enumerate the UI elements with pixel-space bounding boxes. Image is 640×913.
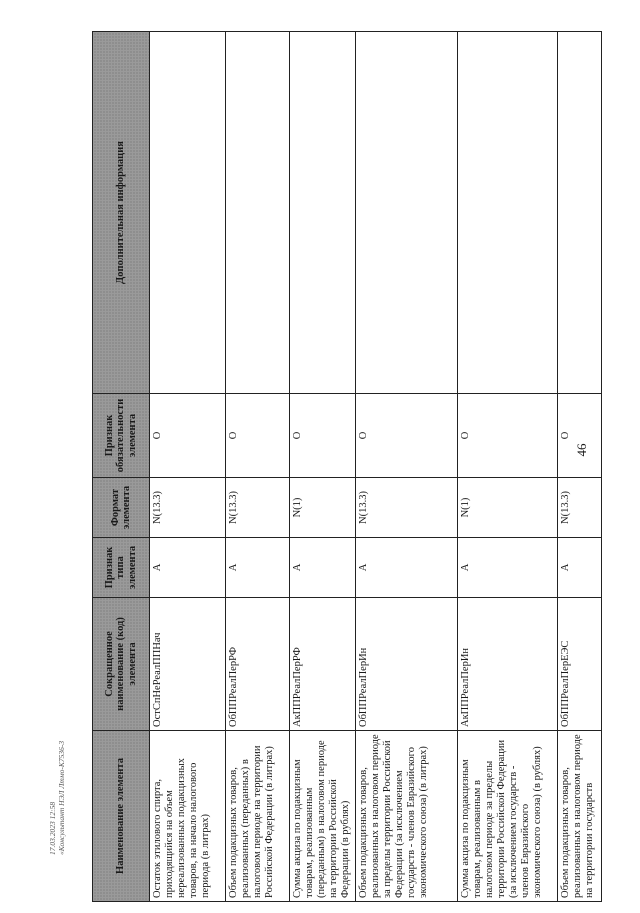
cell-format: N(13.3) <box>356 478 458 538</box>
elements-table <box>92 31 602 902</box>
header-element-format: Формат элемента <box>93 478 150 538</box>
cell-info <box>290 32 356 394</box>
table-row <box>150 32 226 902</box>
cell-required: О <box>150 394 226 478</box>
cell-info <box>458 32 558 394</box>
table-header-row <box>93 32 150 902</box>
cell-format: N(13.3) <box>226 478 290 538</box>
cell-name: Сумма акциза по подакцизным товарам, реализованным в налоговом периоде за пределы территории Российской Федерации (за исключением государств - членов Евразийского экономического союза) (в рублях) <box>458 731 558 902</box>
cell-code: ОстСпНеРеалППНач <box>150 598 226 731</box>
stamp-line-1: 17.03.2023 12:58 <box>48 801 57 855</box>
cell-name: Остаток этилового спирта, приходящийся на объем нереализованных подакцизных товаров, на начало налогового периода (в литрах) <box>150 731 226 902</box>
cell-format: N(13.3) <box>558 478 602 538</box>
table-row <box>558 32 602 902</box>
print-stamp <box>48 675 66 855</box>
cell-format: N(1) <box>458 478 558 538</box>
cell-format: N(13.3) <box>150 478 226 538</box>
cell-type: А <box>290 538 356 598</box>
cell-name: Объем подакцизных товаров, реализованных в налоговом периоде за пределы территории Российской Федерации (за исключением государств - членов Евразийского экономического союза) (в литрах) <box>356 731 458 902</box>
cell-info <box>356 32 458 394</box>
cell-name: Сумма акциза по подакцизным товарам, реализованным (переданным) в налоговом периоде на территории Российской Федерации (в рублях) <box>290 731 356 902</box>
cell-type: А <box>226 538 290 598</box>
cell-type: А <box>150 538 226 598</box>
header-additional-info: Дополнительная информация <box>93 32 150 394</box>
cell-required: О <box>458 394 558 478</box>
page-number: 46 <box>574 443 589 457</box>
table-row <box>356 32 458 902</box>
header-element-type: Признак типа элемента <box>93 538 150 598</box>
cell-format: N(1) <box>290 478 356 538</box>
cell-name: Объем подакцизных товаров, реализованных в налоговом периоде на территории государств <box>558 731 602 902</box>
table-row <box>458 32 558 902</box>
cell-code: АкППРеалПерРФ <box>290 598 356 731</box>
cell-type: А <box>558 538 602 598</box>
table-row <box>290 32 356 902</box>
cell-type: А <box>356 538 458 598</box>
cell-info <box>226 32 290 394</box>
stamp-line-2: «Консультант НЭЛ Лтмо-К7536-3 <box>57 740 66 855</box>
cell-required: О <box>356 394 458 478</box>
cell-code: ОбППРеалПерИн <box>356 598 458 731</box>
header-element-name: Наименование элемента <box>93 731 150 902</box>
table-row <box>226 32 290 902</box>
cell-code: АкППРеалПерИн <box>458 598 558 731</box>
cell-required: О <box>290 394 356 478</box>
cell-required: О <box>558 394 602 478</box>
cell-code: ОбППРеалПерЕЭС <box>558 598 602 731</box>
cell-type: А <box>458 538 558 598</box>
cell-required: О <box>226 394 290 478</box>
header-element-required: Признак обязательности элемента <box>93 394 150 478</box>
cell-info <box>150 32 226 394</box>
header-element-code: Сокращенное наименование (код) элемента <box>93 598 150 731</box>
cell-code: ОбППРеалПерРФ <box>226 598 290 731</box>
cell-info <box>558 32 602 394</box>
cell-name: Объем подакцизных товаров, реализованных (переданных) в налоговом периоде на территории Российской Федерации (в литрах) <box>226 731 290 902</box>
